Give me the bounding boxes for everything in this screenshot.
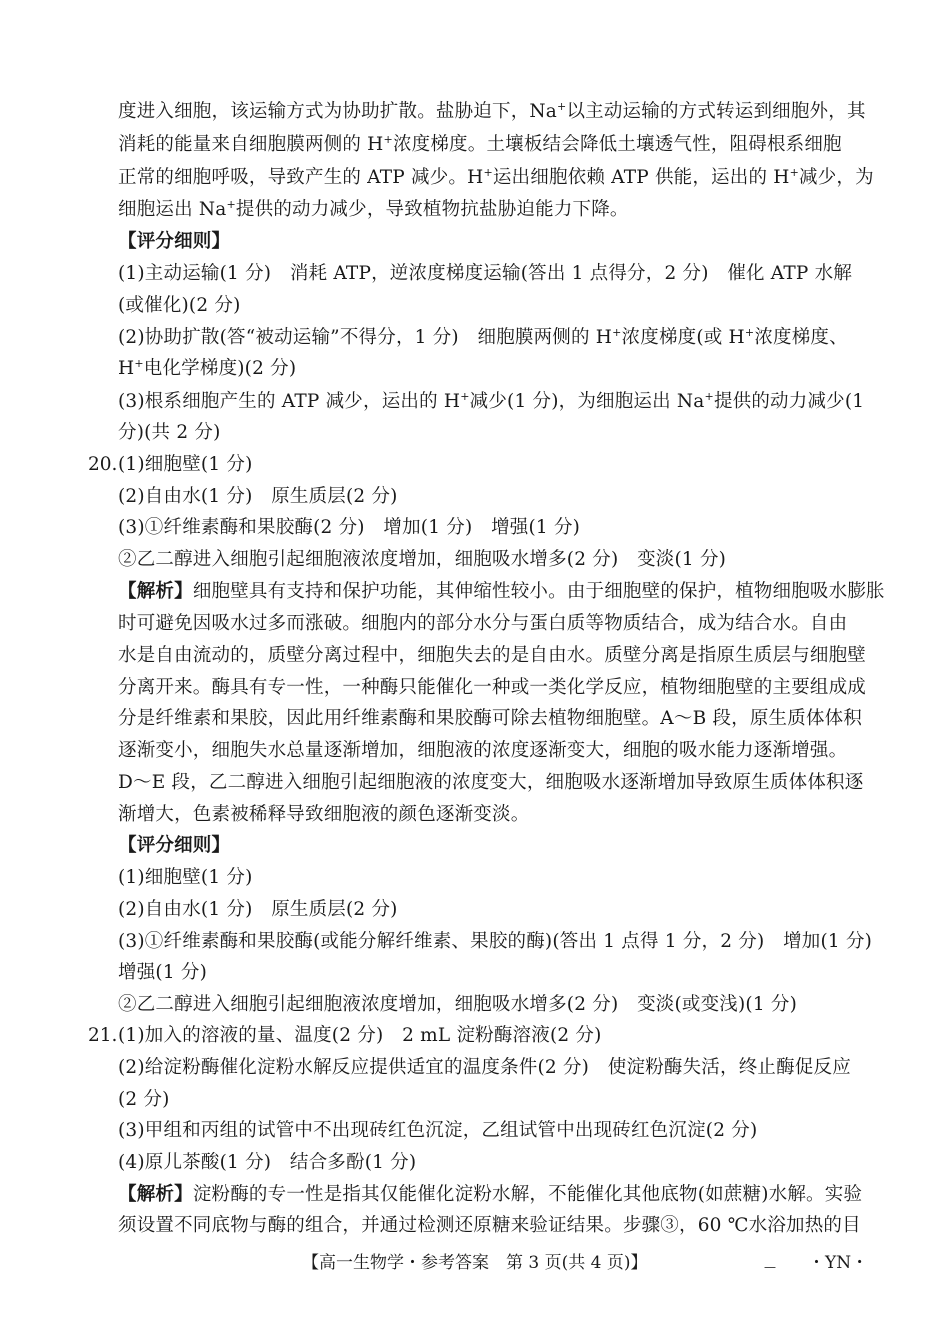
text-line: 细胞运出 Na+提供的动力减少，导致植物抗盐胁迫能力下降。 bbox=[118, 198, 629, 220]
question-number: 21. bbox=[88, 1025, 118, 1046]
text-line: 分离开来。酶具有专一性，一种酶只能催化一种或一类化学反应，植物细胞壁的主要组成成 bbox=[118, 677, 867, 698]
text-line: (1)细胞壁(1 分) bbox=[118, 867, 253, 888]
text-line: D～E 段，乙二醇进入细胞引起细胞液的浓度变大，细胞吸水逐渐增加导致原生质体体积逐 bbox=[118, 772, 864, 793]
text-line: 分)(共 2 分) bbox=[118, 422, 221, 443]
text-line: 增强(1 分) bbox=[118, 962, 207, 983]
text-line: 时可避免因吸水过多而涨破。细胞内的部分水分与蛋白质等物质结合，成为结合水。自由 bbox=[118, 613, 848, 634]
text-line: 渐增大，色素被稀释导致细胞液的颜色逐渐变淡。 bbox=[118, 804, 530, 825]
text-line: 【解析】淀粉酶的专一性是指其仅能催化淀粉水解，不能催化其他底物(如蔗糖)水解。实验 bbox=[118, 1184, 863, 1205]
text-line: (2)协助扩散(答“被动运输”不得分，1 分) 细胞膜两侧的 H+浓度梯度(或 H+浓度梯度、 bbox=[118, 326, 848, 348]
text-line: 【解析】细胞壁具有支持和保护功能，其伸缩性较小。由于细胞壁的保护，植物细胞吸水膨胀 bbox=[118, 581, 885, 602]
text-line: H+电化学梯度)(2 分) bbox=[118, 357, 297, 379]
text-line: (1)细胞壁(1 分) bbox=[118, 454, 253, 475]
text-line: 分是纤维素和果胶，因此用纤维素酶和果胶酶可除去植物细胞壁。A～B 段，原生质体体积 bbox=[118, 708, 863, 729]
footer-code: ・YN・ bbox=[808, 1253, 869, 1273]
text-line: 逐渐变小，细胞失水总量逐渐增加，细胞液的浓度逐渐变大，细胞的吸水能力逐渐增强。 bbox=[118, 740, 848, 761]
text-line: ②乙二醇进入细胞引起细胞液浓度增加，细胞吸水增多(2 分) 变淡(或变浅)(1 分) bbox=[118, 994, 798, 1015]
text-line: (2)自由水(1 分) 原生质层(2 分) bbox=[118, 486, 398, 507]
text-line: (3)甲组和丙组的试管中不出现砖红色沉淀，乙组试管中出现砖红色沉淀(2 分) bbox=[118, 1120, 758, 1141]
text-line: (3)①纤维素酶和果胶酶(2 分) 增加(1 分) 增强(1 分) bbox=[118, 517, 581, 538]
text-line: (2)自由水(1 分) 原生质层(2 分) bbox=[118, 899, 398, 920]
text-line: (4)原儿茶酸(1 分) 结合多酚(1 分) bbox=[118, 1152, 417, 1173]
footer-dash: — bbox=[764, 1260, 776, 1274]
text-line: (2)给淀粉酶催化淀粉水解反应提供适宜的温度条件(2 分) 使淀粉酶失活，终止酶促反应 bbox=[118, 1057, 851, 1078]
text-line: 水是自由流动的，质壁分离过程中，细胞失去的是自由水。质壁分离是指原生质层与细胞壁 bbox=[118, 645, 867, 666]
question-number: 20. bbox=[88, 454, 118, 475]
text-line: 正常的细胞呼吸，导致产生的 ATP 减少。H+运出细胞依赖 ATP 供能，运出的 H+减少，为 bbox=[118, 166, 874, 188]
text-line: (1)主动运输(1 分) 消耗 ATP，逆浓度梯度运输(答出 1 点得分，2 分) 催化 ATP 水解 bbox=[118, 263, 853, 284]
text-line: ②乙二醇进入细胞引起细胞液浓度增加，细胞吸水增多(2 分) 变淡(1 分) bbox=[118, 549, 727, 570]
text-line: (1)加入的溶液的量、温度(2 分) 2 mL 淀粉酶溶液(2 分) bbox=[118, 1025, 602, 1046]
section-heading: 【评分细则】 bbox=[118, 231, 231, 252]
text-line: 消耗的能量来自细胞膜两侧的 H+浓度梯度。土壤板结会降低土壤透气性，阻碍根系细胞 bbox=[118, 133, 842, 155]
section-heading: 【评分细则】 bbox=[118, 835, 231, 856]
text-line: (或催化)(2 分) bbox=[118, 295, 241, 316]
text-line: (2 分) bbox=[118, 1089, 170, 1110]
text-line: 度进入细胞，该运输方式为协助扩散。盐胁迫下，Na+以主动运输的方式转运到细胞外，其 bbox=[118, 100, 866, 122]
page-footer: 【高一生物学・参考答案 第 3 页(共 4 页)】 bbox=[302, 1253, 648, 1273]
text-line: (3)①纤维素酶和果胶酶(或能分解纤维素、果胶的酶)(答出 1 点得 1 分，2 分) 增加(1 分) bbox=[118, 931, 873, 952]
text-line: (3)根系细胞产生的 ATP 减少，运出的 H+减少(1 分)，为细胞运出 Na+提供的动力减少(1 bbox=[118, 390, 865, 412]
text-line: 须设置不同底物与酶的组合，并通过检测还原糖来验证结果。步骤③，60 ℃水浴加热的目 bbox=[118, 1215, 861, 1236]
